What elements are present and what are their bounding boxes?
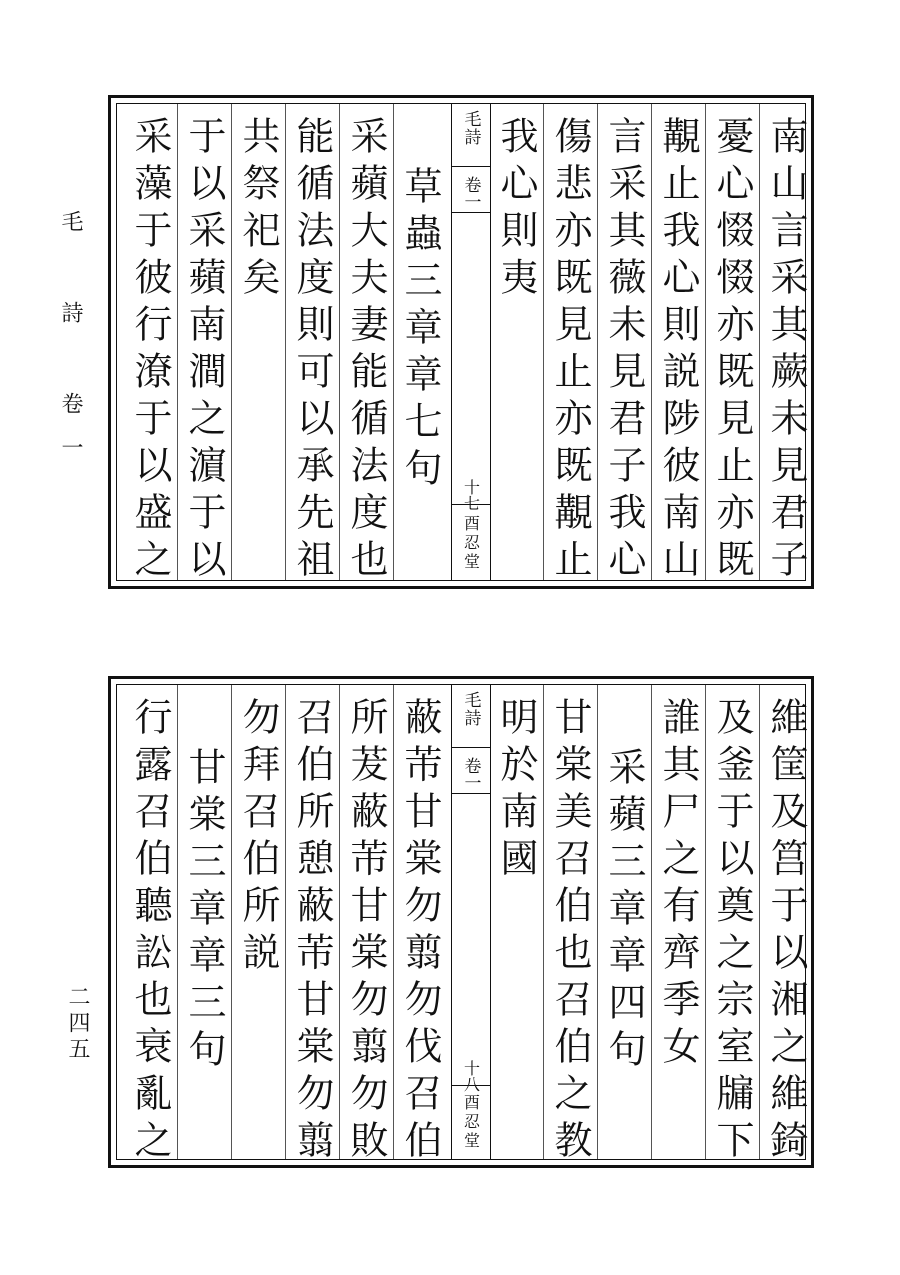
column-text: 行露召伯聽訟也衰亂之 bbox=[128, 697, 172, 1167]
spine-press: 酉忍堂 bbox=[461, 1094, 481, 1151]
column-text: 憂心惙惙亦既見止亦既 bbox=[710, 116, 754, 586]
column-text: 誰其尸之有齊季女 bbox=[656, 697, 700, 1073]
spine-volume: 卷一 bbox=[460, 176, 481, 210]
column-divider bbox=[543, 104, 544, 580]
column-text: 所茇蔽芾甘棠勿翦勿敗 bbox=[344, 697, 388, 1167]
spine-volume: 卷一 bbox=[460, 757, 481, 791]
column-text: 采蘋大夫妻能循法度也 bbox=[344, 116, 388, 586]
spine-rule bbox=[452, 504, 490, 505]
page-number: 二四五 bbox=[65, 985, 90, 1063]
column-text: 采藻于彼行潦于以盛之 bbox=[128, 116, 172, 586]
column-text: 草蟲三章章七句 bbox=[398, 166, 442, 495]
column-text: 甘棠三章章三句 bbox=[182, 747, 226, 1076]
text-block-frame bbox=[116, 103, 808, 586]
text-column bbox=[339, 685, 393, 1167]
column-text: 采蘋三章章四句 bbox=[602, 747, 646, 1076]
text-column bbox=[393, 104, 447, 580]
column-text: 南山言采其蕨未見君子 bbox=[764, 116, 808, 586]
text-column bbox=[597, 685, 651, 1159]
center-spine bbox=[451, 685, 491, 1159]
column-divider bbox=[393, 104, 394, 580]
center-spine bbox=[451, 104, 491, 580]
text-column bbox=[705, 685, 759, 1167]
text-column bbox=[123, 685, 177, 1167]
text-column bbox=[543, 685, 597, 1167]
column-text: 甘棠美召伯也召伯之教 bbox=[548, 697, 592, 1167]
spine-rule bbox=[452, 212, 490, 213]
spine-rule bbox=[452, 747, 490, 748]
column-divider bbox=[543, 685, 544, 1159]
column-divider bbox=[339, 104, 340, 580]
text-column bbox=[177, 104, 231, 586]
column-text: 共祭祀矣 bbox=[236, 116, 280, 304]
text-column bbox=[651, 104, 705, 586]
column-text: 于以采蘋南澗之濵于以 bbox=[182, 116, 226, 586]
column-divider bbox=[231, 104, 232, 580]
text-column bbox=[651, 685, 705, 1159]
text-column bbox=[285, 104, 339, 586]
column-text: 及釜于以奠之宗室牖下 bbox=[710, 697, 754, 1167]
text-column bbox=[231, 104, 285, 580]
column-divider bbox=[339, 685, 340, 1159]
column-text: 能循法度則可以承先祖 bbox=[290, 116, 334, 586]
text-column bbox=[123, 104, 177, 586]
column-divider bbox=[231, 685, 232, 1159]
column-divider bbox=[597, 685, 598, 1159]
text-column bbox=[177, 685, 231, 1159]
column-divider bbox=[759, 104, 760, 580]
spine-rule bbox=[452, 793, 490, 794]
column-text: 覯止我心則説陟彼南山 bbox=[656, 116, 700, 586]
column-text: 言采其薇未見君子我心 bbox=[602, 116, 646, 586]
spine-rule bbox=[452, 166, 490, 167]
column-divider bbox=[759, 685, 760, 1159]
column-text: 明於南國 bbox=[494, 697, 538, 885]
text-column bbox=[759, 104, 813, 586]
column-divider bbox=[177, 104, 178, 580]
text-block-lower bbox=[108, 676, 814, 1168]
text-column bbox=[759, 685, 813, 1167]
text-column bbox=[393, 685, 447, 1167]
column-text: 我心則夷 bbox=[494, 116, 538, 304]
margin-book-title: 毛 詩 卷一 bbox=[58, 210, 83, 480]
text-column bbox=[339, 104, 393, 586]
column-divider bbox=[597, 104, 598, 580]
column-text: 傷悲亦既見止亦既覯止 bbox=[548, 116, 592, 586]
text-column bbox=[705, 104, 759, 586]
column-divider bbox=[177, 685, 178, 1159]
column-text: 召伯所憩蔽芾甘棠勿翦 bbox=[290, 697, 334, 1167]
column-divider bbox=[651, 104, 652, 580]
column-text: 勿拜召伯所説 bbox=[236, 697, 280, 979]
text-column bbox=[489, 685, 543, 1159]
text-block-upper bbox=[108, 95, 814, 589]
text-column bbox=[489, 104, 543, 580]
column-divider bbox=[285, 685, 286, 1159]
column-divider bbox=[705, 685, 706, 1159]
text-column bbox=[285, 685, 339, 1167]
column-text: 維筐及筥于以湘之維錡 bbox=[764, 697, 808, 1167]
column-divider bbox=[651, 685, 652, 1159]
spine-rule bbox=[452, 1085, 490, 1086]
column-divider bbox=[393, 685, 394, 1159]
text-block-frame bbox=[116, 684, 808, 1167]
spine-title: 毛詩 bbox=[460, 691, 481, 727]
spine-title: 毛詩 bbox=[460, 110, 481, 146]
spine-folio: 十八 bbox=[461, 1060, 481, 1092]
spine-folio: 十七 bbox=[461, 479, 481, 511]
text-column bbox=[543, 104, 597, 586]
text-column bbox=[231, 685, 285, 1159]
column-divider bbox=[285, 104, 286, 580]
column-divider bbox=[705, 104, 706, 580]
spine-press: 酉忍堂 bbox=[461, 515, 481, 572]
column-text: 蔽芾甘棠勿翦勿伐召伯 bbox=[398, 697, 442, 1167]
text-column bbox=[597, 104, 651, 586]
